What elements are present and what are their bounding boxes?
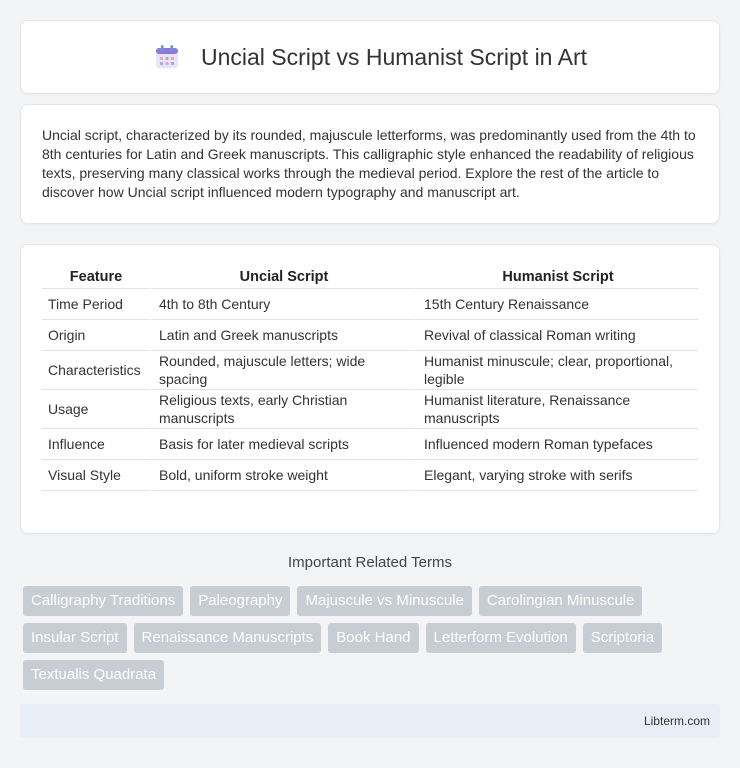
footer: [20, 704, 720, 738]
row-humanist: Revival of classical Roman writing: [415, 320, 698, 351]
row-humanist: Humanist literature, Renaissance manuscripts: [415, 390, 698, 429]
table-row: [42, 429, 698, 460]
row-feature: Origin: [42, 320, 150, 351]
related-term-tag[interactable]: Book Hand: [328, 623, 418, 653]
comparison-card: [20, 244, 720, 534]
related-term-tag[interactable]: Scriptoria: [583, 623, 662, 653]
related-term-tag[interactable]: Paleography: [190, 586, 290, 616]
column-header-humanist: Humanist Script: [415, 266, 698, 289]
row-feature: Influence: [42, 429, 150, 460]
related-term-tag[interactable]: Letterform Evolution: [426, 623, 576, 653]
row-feature: Characteristics: [42, 351, 150, 390]
row-feature: Usage: [42, 390, 150, 429]
row-humanist: Elegant, varying stroke with serifs: [415, 460, 698, 491]
table-row: [42, 320, 698, 351]
row-uncial: Basis for later medieval scripts: [150, 429, 415, 460]
related-term-tag[interactable]: Insular Script: [23, 623, 127, 653]
row-uncial: 4th to 8th Century: [150, 289, 415, 320]
row-humanist: Influenced modern Roman typefaces: [415, 429, 698, 460]
related-term-tag[interactable]: Carolingian Minuscule: [479, 586, 643, 616]
related-terms-title: Important Related Terms: [288, 554, 452, 571]
related-term-tag[interactable]: Renaissance Manuscripts: [134, 623, 322, 653]
related-term-tag[interactable]: Calligraphy Traditions: [23, 586, 183, 616]
calendar-icon: [153, 43, 181, 71]
row-humanist: 15th Century Renaissance: [415, 289, 698, 320]
row-uncial: Religious texts, early Christian manuscripts: [150, 390, 415, 429]
table-header-row: [42, 266, 698, 289]
footer-site-link[interactable]: Libterm.com: [643, 714, 710, 728]
row-feature: Time Period: [42, 289, 150, 320]
related-term-tag[interactable]: Majuscule vs Minuscule: [297, 586, 471, 616]
related-terms-list: [23, 586, 713, 697]
table-row: [42, 289, 698, 320]
table-row: [42, 460, 698, 491]
table-row: [42, 390, 698, 429]
row-uncial: Latin and Greek manuscripts: [150, 320, 415, 351]
comparison-table: [42, 266, 698, 491]
row-humanist: Humanist minuscule; clear, proportional, legible: [415, 351, 698, 390]
title-card: [20, 20, 720, 94]
intro-card: [20, 104, 720, 224]
row-uncial: Rounded, majuscule letters; wide spacing: [150, 351, 415, 390]
page-title: Uncial Script vs Humanist Script in Art: [200, 43, 587, 70]
intro-paragraph: Uncial script, characterized by its rounded, majuscule letterforms, was predominantly used from the 4th to 8th centuries for Latin and Greek manuscripts. This calligraphic style enhanced the readability of religious texts, preserving many classical works through the medieval period. Explore the rest of the article to discover how Uncial script influenced modern typography and manuscript art.: [42, 127, 696, 200]
row-feature: Visual Style: [42, 460, 150, 491]
row-uncial: Bold, uniform stroke weight: [150, 460, 415, 491]
column-header-uncial: Uncial Script: [150, 266, 415, 289]
column-header-feature: Feature: [42, 266, 150, 289]
table-row: [42, 351, 698, 390]
related-term-tag[interactable]: Textualis Quadrata: [23, 660, 164, 690]
